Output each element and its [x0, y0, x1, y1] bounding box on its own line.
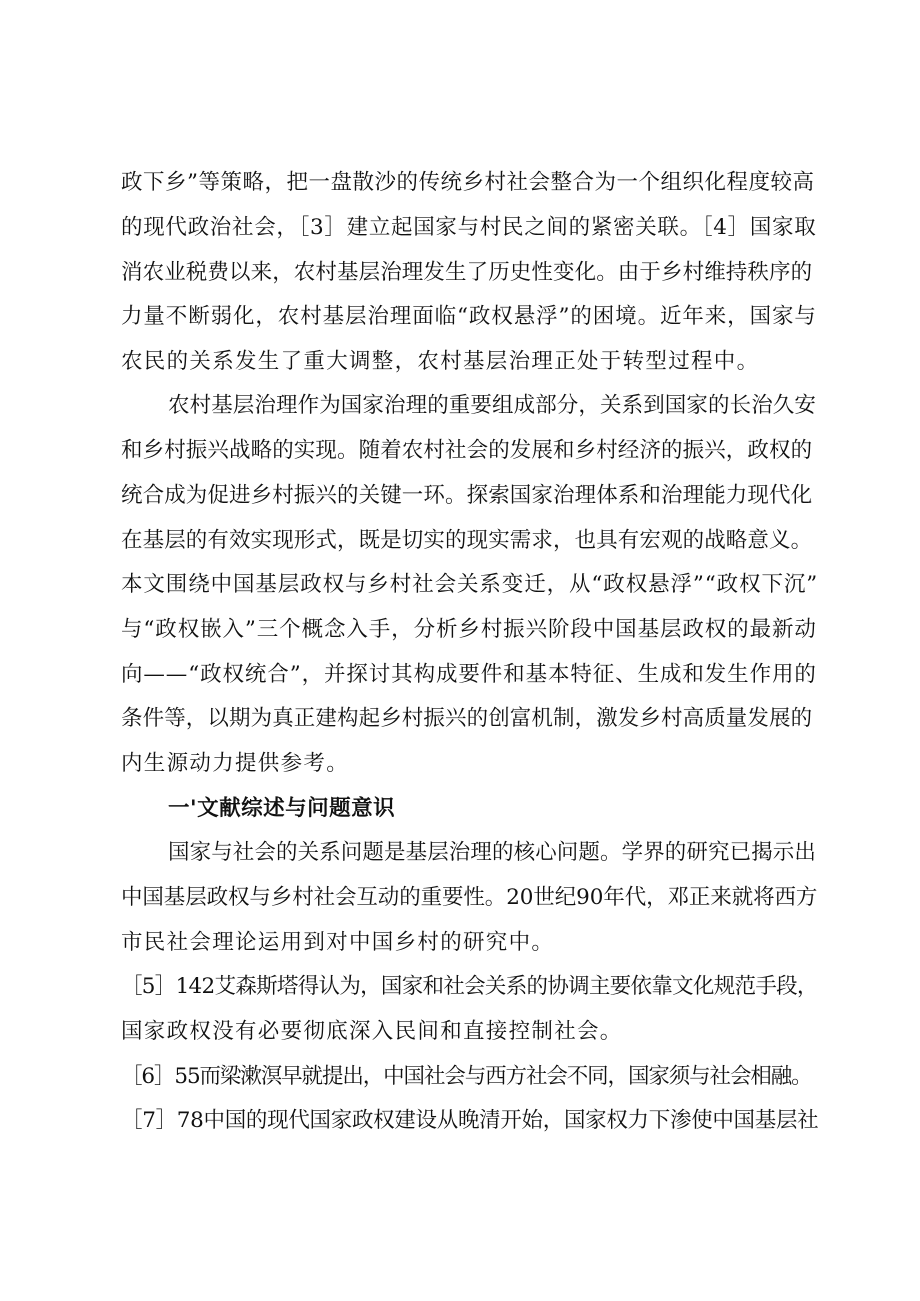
section-paragraph-2-line-2: 国家政权没有必要彻底深入民间和直接控制社会。 [121, 1019, 623, 1044]
section-paragraph-3-line-2: ［7］78中国的现代国家政权建设从晚清开始，国家权力下渗使中国基层社 [121, 1108, 819, 1133]
paragraph-2-line-1: 农村基层治理作为国家治理的重要组成部分，关系到国家的长治久安 [168, 393, 817, 418]
section-paragraph-1-line-3: 市民社会理论运用到对中国乡村的研究中。 [121, 930, 555, 955]
paragraph-1-line-3: 消农业税费以来，农村基层治理发生了历史性变化。由于乡村维持秩序的 [121, 260, 813, 285]
paragraph-2-line-2: 和乡村振兴战略的实现。随着农村社会的发展和乡村经济的振兴，政权的 [121, 438, 813, 463]
paragraph-2-line-6: 与“政权嵌入”三个概念入手，分析乡村振兴阶段中国基层政权的最新动 [121, 617, 817, 642]
paragraph-1-line-4: 力量不断弱化，农村基层治理面临“政权悬浮”的困境。近年来，国家与 [121, 304, 817, 329]
section-paragraph-1-line-2: 中国基层政权与乡村社会互动的重要性。20世纪90年代，邓正来就将西方 [121, 885, 818, 910]
paragraph-2-line-5: 本文围绕中国基层政权与乡村社会关系变迁，从“政权悬浮”“政权下沉” [121, 572, 819, 597]
section-heading: 一'文献综述与问题意识 [168, 796, 396, 821]
paragraph-2-line-8: 条件等，以期为真正建构起乡村振兴的创富机制，激发乡村高质量发展的 [121, 706, 813, 731]
paragraph-2-line-3: 统合成为促进乡村振兴的关键一环。探索国家治理体系和治理能力现代化 [121, 483, 813, 508]
section-paragraph-2-line-1: ［5］142艾森斯塔得认为，国家和社会关系的协调主要依靠文化规范手段， [121, 974, 818, 999]
paragraph-2-line-9: 内生源动力提供参考。 [121, 751, 350, 776]
paragraph-1-line-5: 农民的关系发生了重大调整，农村基层治理正处于转型过程中。 [121, 349, 760, 374]
paragraph-1-line-2: 的现代政治社会，［3］建立起国家与村民之间的紧密关联。［4］国家取 [121, 215, 817, 240]
section-paragraph-1-line-1: 国家与社会的关系问题是基层治理的核心问题。学界的研究已揭示出 [168, 840, 817, 865]
paragraph-2-line-7: 向——“政权统合”，并探讨其构成要件和基本特征、生成和发生作用的 [121, 662, 817, 687]
section-paragraph-3-line-1: ［6］55而梁漱溟早就提出，中国社会与西方社会不同，国家须与社会相融。 [121, 1064, 812, 1089]
paragraph-2-line-4: 在基层的有效实现形式，既是切实的现实需求，也具有宏观的战略意义。 [121, 528, 813, 553]
paragraph-1-line-1: 政下乡”等策略，把一盘散沙的传统乡村社会整合为一个组织化程度较高 [121, 170, 815, 195]
